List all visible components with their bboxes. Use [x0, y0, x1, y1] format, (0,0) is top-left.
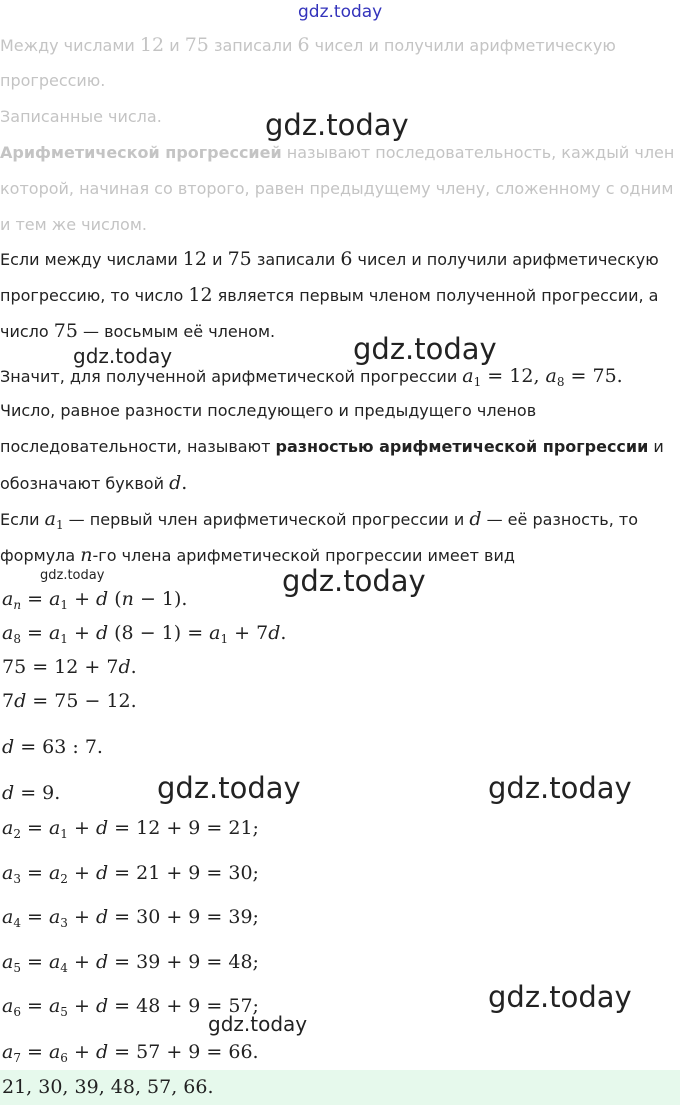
equation-a4: $a_4 = a_3 + d = 30 + 9 = 39$; [2, 906, 259, 930]
answer-box [0, 1070, 680, 1105]
watermark-6: gdz.today [157, 771, 301, 805]
equation-a7: $a_7 = a_6 + d = 57 + 9 = 66$. [2, 1041, 259, 1065]
answer-text: 21, 30, 39, 48, 57, 66. [2, 1076, 214, 1098]
text-line-7: обозначают буквой d. [0, 472, 188, 494]
text-line-3: число 75 — восьмым её членом. [0, 320, 276, 342]
text-line-4: Значит, для полученной арифметической прогрессии $a_1 = 12$, $a_8 = 75$. [0, 365, 623, 389]
watermark-8: gdz.today [488, 980, 632, 1014]
equation-d-division: d = 63 : 7. [2, 736, 103, 758]
equation-75: 75 = 12 + 7d. [2, 656, 137, 678]
watermark-top: gdz.today [298, 2, 383, 22]
faded-intro-line-1: Между числами 12 и 75 записали 6 чисел и получили арифметическую [0, 34, 616, 56]
faded-intro-line-2: прогрессию. [0, 71, 106, 90]
equation-d-value: d = 9. [2, 782, 61, 804]
watermark-9: gdz.today [208, 1012, 308, 1036]
text-line-5: Число, равное разности последующего и предыдущего членов [0, 401, 537, 420]
text-line-8: Если $a_1$ — первый член арифметической прогрессии и d — её разность, то [0, 508, 638, 532]
watermark-4: gdz.today [40, 568, 105, 583]
equation-7d: 7d = 75 − 12. [2, 690, 137, 712]
faded-definition-line-1: Арифметической прогрессией называют последовательность, каждый член [0, 143, 675, 162]
text-line-2: прогрессию, то число 12 является первым членом полученной прогрессии, а [0, 284, 659, 306]
watermark-1: gdz.today [265, 108, 409, 142]
equation-a3: $a_3 = a_2 + d = 21 + 9 = 30$; [2, 862, 259, 886]
equation-a5: $a_5 = a_4 + d = 39 + 9 = 48$; [2, 951, 259, 975]
text-line-1: Если между числами 12 и 75 записали 6 чисел и получили арифметическую [0, 248, 659, 270]
watermark-2: gdz.today [73, 344, 173, 368]
text-line-6: последовательности, называют разностью арифметической прогрессии и [0, 437, 664, 456]
equation-a2: $a_2 = a_1 + d = 12 + 9 = 21$; [2, 817, 259, 841]
faded-definition-line-2: которой, начиная со второго, равен предыдущему члену, сложенному с одним [0, 179, 674, 198]
watermark-3: gdz.today [353, 332, 497, 366]
equation-a8: $a_8 = a_1 + d$ $(8 - 1) = a_1 + 7d$. [2, 622, 287, 646]
equation-a6: $a_6 = a_5 + d = 48 + 9 = 57$; [2, 995, 259, 1019]
equation-general-formula: $a_n = a_1 + d$ (n − 1). [2, 588, 188, 612]
faded-definition-line-3: и тем же числом. [0, 215, 147, 234]
watermark-5: gdz.today [282, 564, 426, 598]
text-line-9: формула n-го члена арифметической прогрессии имеет вид [0, 544, 515, 566]
watermark-7: gdz.today [488, 771, 632, 805]
faded-written-numbers: Записанные числа. [0, 107, 162, 126]
